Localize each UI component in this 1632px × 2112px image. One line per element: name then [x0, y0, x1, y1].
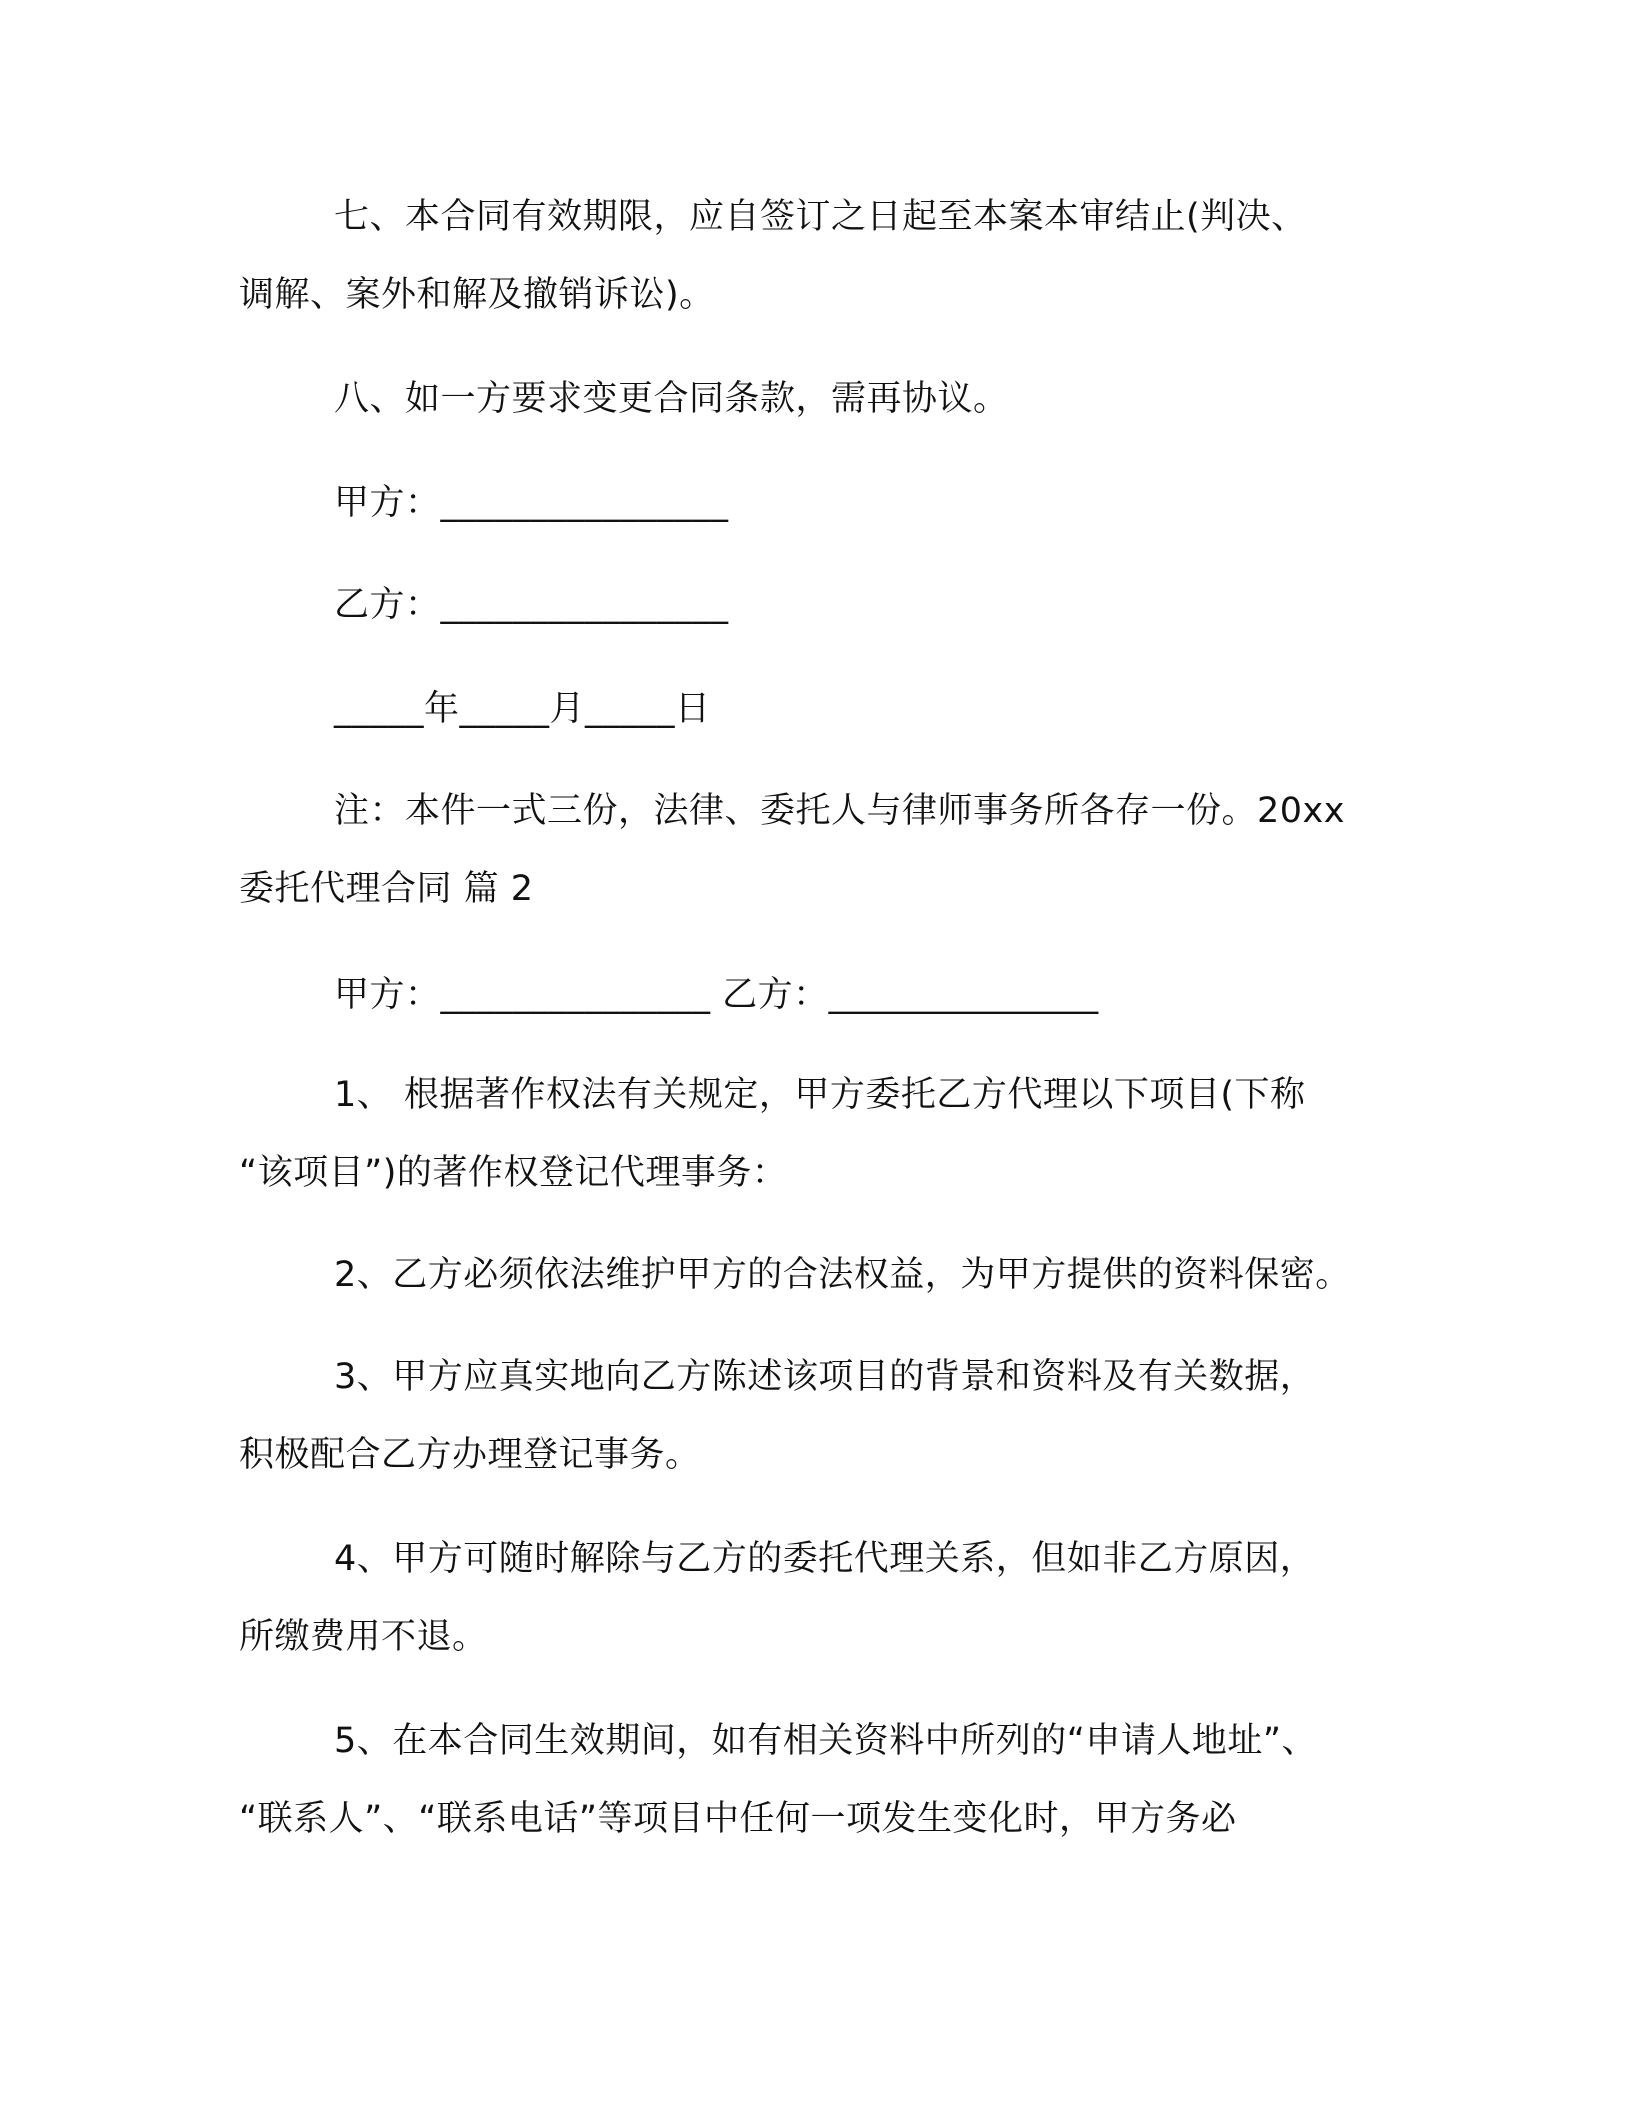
item-4-line-2: 所缴费用不退。 — [239, 1617, 488, 1657]
date-line: _____年_____月_____日 — [334, 689, 711, 729]
party-b-signature: 乙方：________________ — [334, 585, 729, 625]
party-a-signature: 甲方：________________ — [334, 483, 729, 523]
clause-7-line-2: 调解、案外和解及撤销诉讼)。 — [239, 275, 715, 315]
item-5-line-2: “联系人”、“联系电话”等项目中任何一项发生变化时，甲方务必 — [239, 1799, 1237, 1839]
clause-7-line-1: 七、本合同有效期限，应自签订之日起至本案本审结止(判决、 — [334, 197, 1307, 237]
item-1-line-2: “该项目”)的著作权登记代理事务： — [239, 1153, 788, 1193]
item-5-line-1: 5、在本合同生效期间，如有相关资料中所列的“申请人地址”、 — [334, 1721, 1318, 1761]
item-1-line-1: 1、 根据著作权法有关规定，甲方委托乙方代理以下项目(下称 — [334, 1075, 1306, 1115]
parties-line: 甲方：_______________ 乙方：_______________ — [334, 975, 1099, 1015]
item-3-line-2: 积极配合乙方办理登记事务。 — [239, 1435, 701, 1475]
section-heading: 委托代理合同 篇 2 — [239, 869, 534, 909]
item-2: 2、乙方必须依法维护甲方的合法权益，为甲方提供的资料保密。 — [334, 1255, 1351, 1295]
item-3-line-1: 3、甲方应真实地向乙方陈述该项目的背景和资料及有关数据， — [334, 1357, 1316, 1397]
note-line-1: 注：本件一式三份，法律、委托人与律师事务所各存一份。20xx — [334, 791, 1345, 831]
clause-8: 八、如一方要求变更合同条款，需再协议。 — [334, 379, 1009, 419]
item-4-line-1: 4、甲方可随时解除与乙方的委托代理关系，但如非乙方原因， — [334, 1539, 1316, 1579]
